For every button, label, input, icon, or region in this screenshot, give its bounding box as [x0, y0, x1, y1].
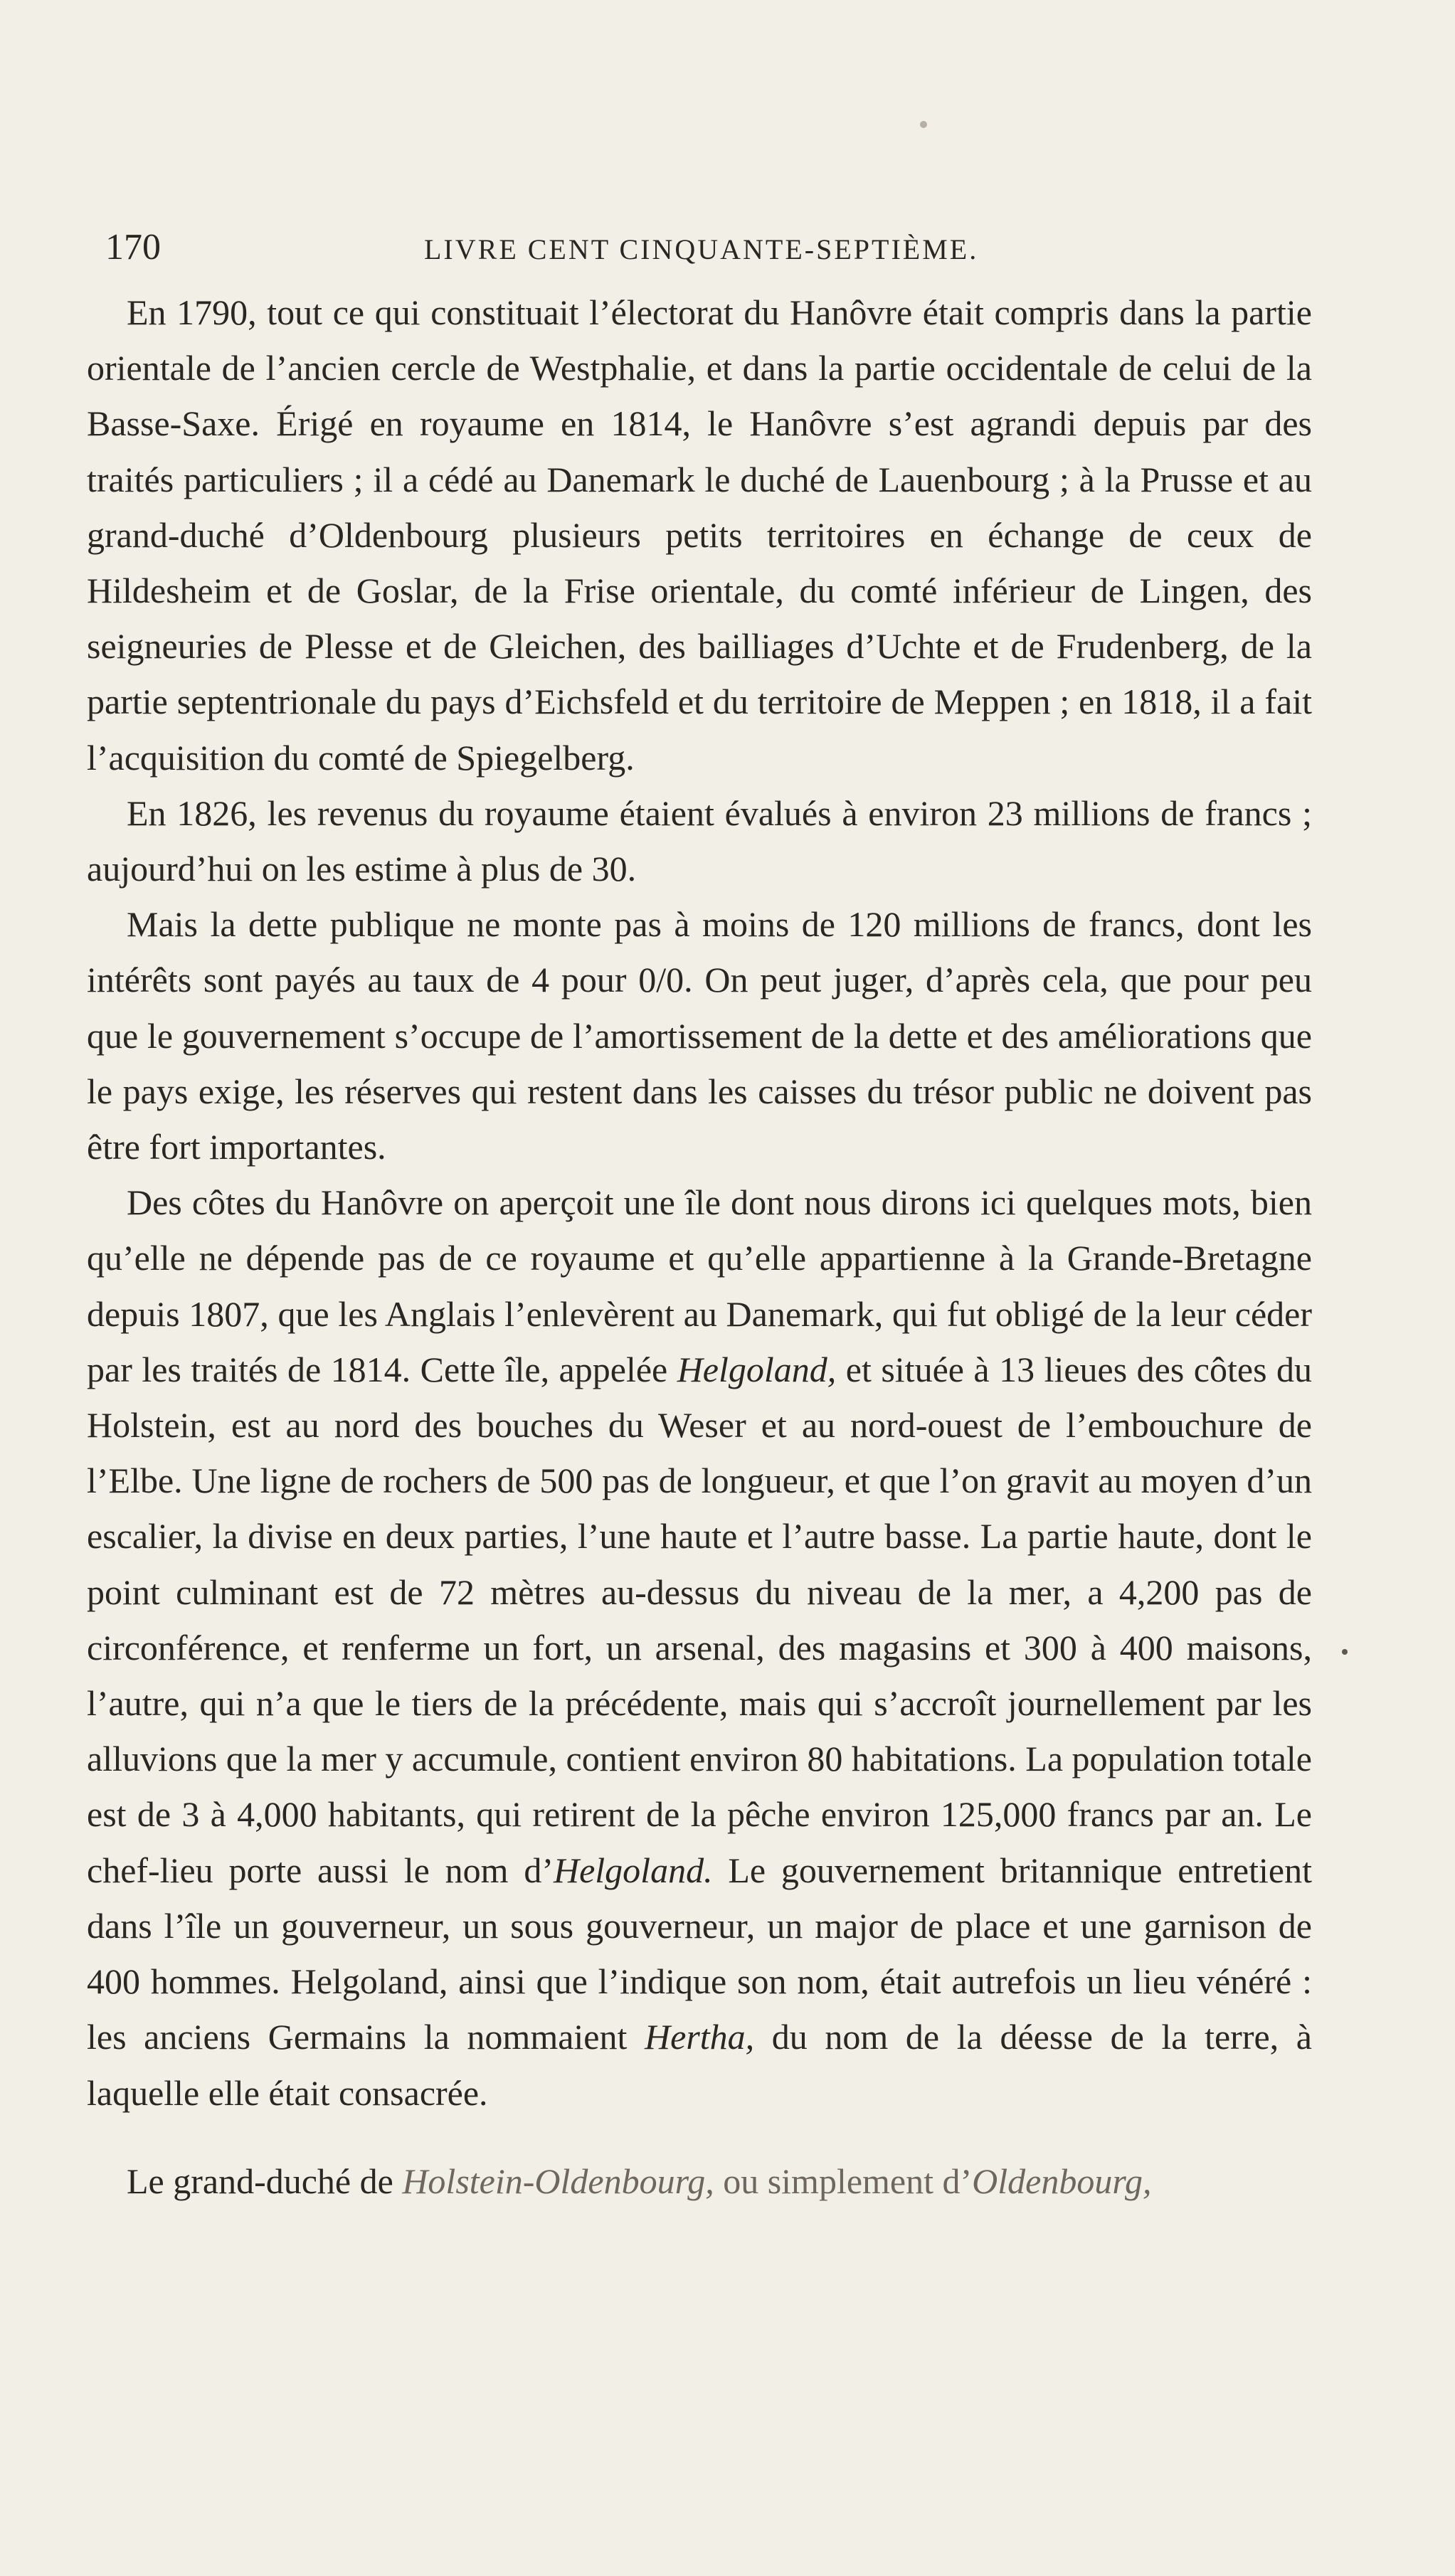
text-run: du nom de la déesse de la terre, à laquelle elle était consacrée.	[87, 2017, 1312, 2113]
italic-place-name: Helgoland,	[677, 1349, 837, 1389]
text-run: Des côtes du Hanôvre on aperçoit une île dont nous dirons ici quelques mots, bien qu’elle ne dépende pas de ce royaume et qu’elle appartienne à la Grande-Bretagne depuis 1807, que les Anglais l’enlevèrent au Danemark, qui fut obligé de la leur céder par les traités de 1814. Cette île, appelée	[87, 1182, 1312, 1389]
text-run: Le gouvernement britannique entretient dans l’île un gouverneur, un sous gouverneur, un major de place et une garnison de 400 hommes. Helgoland, ainsi que l’indique son nom, était autrefois un lieu vénéré : les anciens Germains la nommaient	[87, 1850, 1312, 2057]
running-head	[105, 226, 1372, 269]
margin-dot	[1342, 1649, 1348, 1655]
italic-place-name: Helgoland.	[553, 1850, 713, 1890]
page-header-title: LIVRE CENT CINQUANTE-SEPTIÈME.	[424, 233, 979, 265]
italic-deity-name: Hertha,	[645, 2017, 755, 2057]
text-run: ou simplement d’	[714, 2161, 973, 2201]
paragraph-hanovre-history: En 1790, tout ce qui constituait l’électorat du Hanôvre était compris dans la partie orientale de l’ancien cercle de Westphalie, et dans la partie occidentale de celui de la Basse-Saxe. Érigé en royaume en 1814, le Hanôvre s’est agrandi depuis par des traités particuliers ; il a cédé au Danemark le duché de Lauenbourg ; à la Prusse et au grand-duché d’Oldenbourg plusieurs petits territoires en échange de ceux de Hildesheim et de Goslar, de la Frise orientale, du comté inférieur de Lingen, des seigneuries de Plesse et de Gleichen, des bailliages d’Uchte et de Frudenberg, de la partie septentrionale du pays d’Eichsfeld et du territoire de Meppen ; en 1818, il a fait l’acquisition du comté de Spiegelberg.	[87, 292, 1312, 778]
page-number: 170	[105, 227, 161, 267]
body-text	[87, 285, 1312, 2244]
italic-place-name: Oldenbourg,	[972, 2161, 1152, 2201]
italic-place-name: Holstein-Oldenbourg,	[402, 2161, 714, 2201]
paragraph-oldenbourg-start	[87, 2153, 1312, 2209]
paragraph-public-debt: Mais la dette publique ne monte pas à moins de 120 millions de francs, dont les intérêts sont payés au taux de 4 pour 0/0. On peut juger, d’après cela, que pour peu que le gouvernement s’occupe de l’amortissement de la dette et des améliorations que le pays exige, les réserves qui restent dans les caisses du trésor public ne doivent pas être fort importantes.	[87, 904, 1312, 1167]
paragraph-revenues: En 1826, les revenus du royaume étaient évalués à environ 23 millions de francs ; aujourd’hui on les estime à plus de 30.	[87, 793, 1312, 889]
ink-speck	[920, 121, 927, 128]
text-run: Le grand-duché de	[127, 2161, 403, 2201]
text-run: et située à 13 lieues des côtes du Holstein, est au nord des bouches du Weser et au nord-ouest de l’embouchure de l’Elbe. Une ligne de rochers de 500 pas de longueur, et que l’on gravit au moyen d’un escalier, la divise en deux parties, l’une haute et l’autre basse. La partie haute, dont le point culminant est de 72 mètres au-dessus du niveau de la mer, a 4,200 pas de circonférence, et renferme un fort, un arsenal, des magasins et 300 à 400 maisons, l’autre, qui n’a que le tiers de la précédente, mais qui s’accroît journellement par les alluvions que la mer y accumule, contient environ 80 habitations. La population totale est de 3 à 4,000 habitants, qui retirent de la pêche environ 125,000 francs par an. Le chef-lieu porte aussi le nom d’	[87, 1349, 1312, 1890]
paragraph-helgoland	[87, 1175, 1312, 2120]
